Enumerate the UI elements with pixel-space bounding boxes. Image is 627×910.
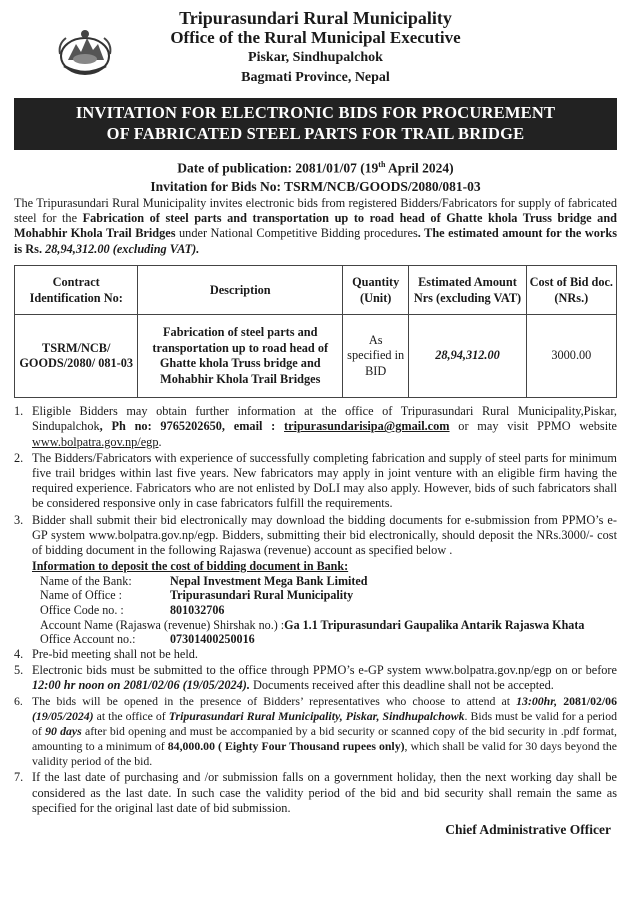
cell-contract-id: TSRM/NCB/ GOODS/2080/ 081-03 [15,315,138,398]
bank-heading: Information to deposit the cost of bidding document in Bank: [32,559,349,574]
bank-name: Nepal Investment Mega Bank Limited [170,573,368,588]
banner-line-2: OF FABRICATED STEEL PARTS FOR TRAIL BRIDGE [106,124,525,143]
cell-description: Fabrication of steel parts and transportation up to road head of Ghatte khola Truss bridge and Mohabhir Khola Trail Bridges [138,315,343,398]
list-item: 3. Bidder shall submit their bid electronically may download the bidding documents for e-submission from PPMO’s e-GP system www.bolpatra.gov.np/egp. Bidders, submitting their bid electronically, should deposit the NRs.3000/- cost of bidding document in the following Rajaswa (revenue) account as specified below . [14,512,617,557]
intro-paragraph: The Tripurasundari Rural Municipality invites electronic bids from registered Bidders/Fabricators for supply of fabricated steel for the Fabrication of steel parts and transportation up to road head of Ghatte khola Truss bridge and Mohabhir Khola Trail Bridges under National Competitive Bidding procedures. The estimated amount for the works is Rs. 28,94,312.00 (excluding VAT). [14,195,618,256]
list-item: 6. The bids will be opened in the presence of Bidders’ representatives who choose to attend at 13:00hr, 2081/02/06 (19/05/2024) at the office of Tripurasundari Rural Municipality, Piskar, Sindhupalchowk. Bids must be valid for a period of 90 days after bid opening and must be accompanied by a bid security or scanned copy of the bid security in .pdf format, amounting to a minimum of 84,000.00 ( Eighty Four Thousand rupees only), which shall be valid for 30 days beyond the validity period of the bid. [14,694,618,769]
title-banner [14,98,617,150]
province: Bagmati Province, Nepal [241,70,390,85]
signature-title: Chief Administrative Officer [445,821,611,837]
conditions-list [14,404,617,816]
cell-quantity: As specified in BID [343,315,409,398]
office-name-value: Tripurasundari Rural Municipality [170,588,354,603]
cell-bid-doc-cost: 3000.00 [526,315,616,398]
letterhead [14,8,617,88]
location: Piskar, Sindhupalchok [248,50,383,65]
list-item: 7. If the last date of purchasing and /or submission falls on a government holiday, then the next working day shall be considered as the last date. In such case the validity period of the bid and bid security shall remain the same as specified for the original last date of bid submission. [14,770,617,815]
office-code: 801032706 [170,602,225,617]
list-item: 5. Electronic bids must be submitted to the office through PPMO’s e-GP system www.bolpatra.gov.np/egp on or before 12:00 hr noon on 2081/02/06 (19/05/2024). Documents received after this deadline shall not be accepted. [14,662,617,693]
email-link[interactable]: tripurasundarisipa@gmail.com [284,419,450,434]
account-number: 07301400250016 [170,632,255,647]
list-item: 1. Eligible Bidders may obtain further information at the office of Tripurasundari Rural Municipality,Piskar, Sindupalchok, Ph no: 9765202650, email : tripurasundarisipa@gmail.com or may visit PPMO website www.bolpatra.gov.np/egp. [14,404,617,449]
ppmo-website-link[interactable]: www.bolpatra.gov.np/egp [32,434,159,449]
col-header-description: Description [138,266,343,315]
org-name: Tripurasundari Rural Municipality [179,8,452,28]
table-header-row [15,266,617,315]
nepal-emblem-icon [54,26,116,78]
contract-table [14,265,617,398]
col-header-quantity: Quantity (Unit) [343,266,409,315]
col-header-contract-id: Contract Identification No: [15,266,138,315]
publication-date: Date of publication: 2081/01/07 (19th April 2024) [177,160,454,176]
col-header-bid-doc-cost: Cost of Bid doc. (NRs.) [526,266,616,315]
table-row [15,315,617,398]
list-item: 4. Pre-bid meeting shall not be held. [14,646,198,661]
bank-details: Information to deposit the cost of bidding document in Bank: Name of the Bank: Nepal Investment Mega Bank Limited Name of Office : Tripurasundari Rural Municipality Office Code no. : 801032706 Account Name (Rajaswa (revenue) Shirshak no.) : Ga 1.1 Tripurasundari Gaupalika Antarik Rajaswa Khata Office Account no.: 07301400250016 [32,559,617,647]
office-name: Office of the Rural Municipal Executive [170,28,461,47]
invitation-number: Invitation for Bids No: TSRM/NCB/GOODS/2080/081-03 [150,178,481,194]
banner-line-1: INVITATION FOR ELECTRONIC BIDS FOR PROCUREMENT [75,103,556,122]
col-header-estimated-amount: Estimated Amount Nrs (excluding VAT) [409,266,526,315]
list-item: 2. The Bidders/Fabricators with experience of successfully completing fabrication and supply of steel parts for minimum five trail bridges within last five years. New fabricators may apply in joint venture with an eligible firm having the required experience. Fabricators who are not enlisted by DoLI may also apply. However, bids of such fabricators shall be considered responsive only in case fabricators fulfill the requirements. [14,450,617,511]
account-name: Ga 1.1 Tripurasundari Gaupalika Antarik Rajaswa Khata [284,617,585,632]
cell-estimated-amount: 28,94,312.00 [409,315,526,398]
